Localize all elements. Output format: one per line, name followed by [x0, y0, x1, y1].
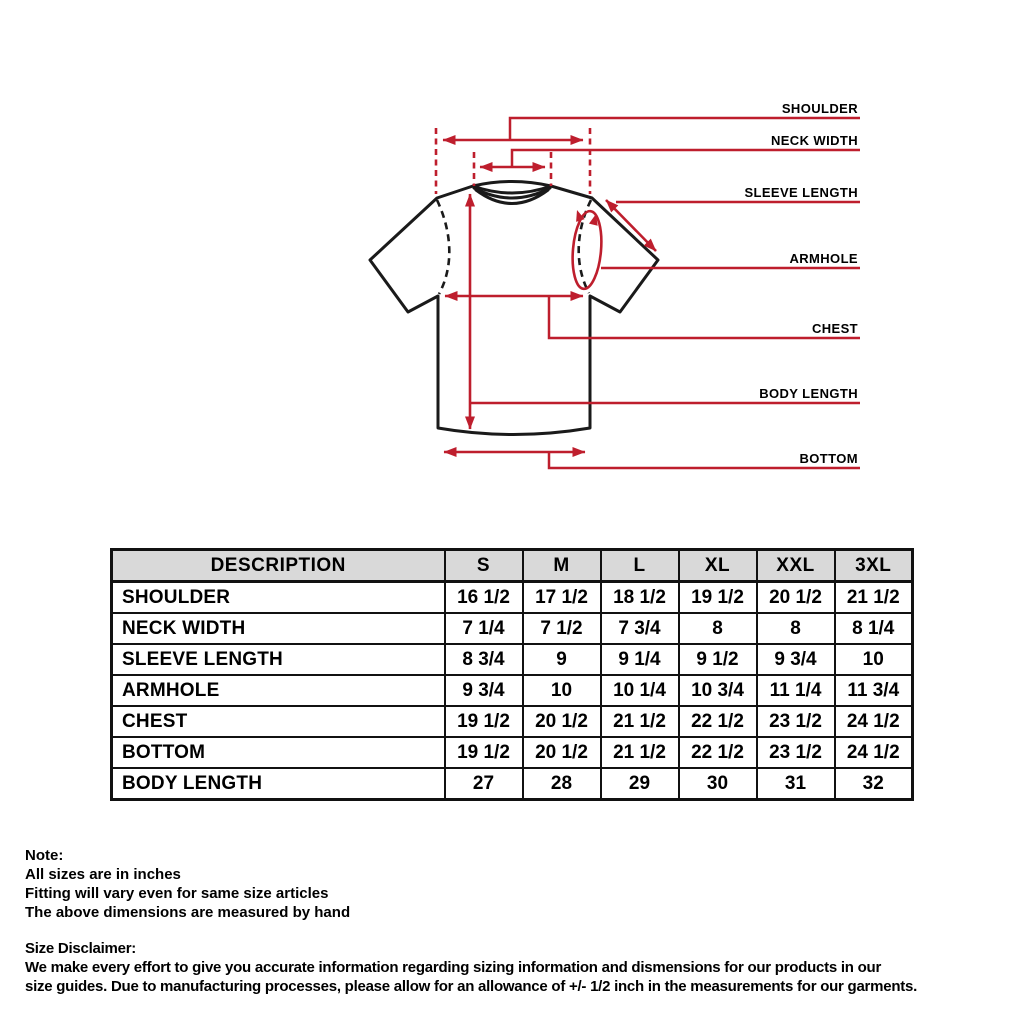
value-cell: 10 3/4: [679, 675, 757, 706]
disclaimer-line: We make every effort to give you accurate information regarding sizing information and dismensions for our products in our: [25, 959, 882, 976]
value-cell: 7 1/2: [523, 613, 601, 644]
armhole-label: ARMHOLE: [789, 251, 858, 266]
shoulder-label: SHOULDER: [781, 101, 858, 116]
header-size-l: L: [601, 550, 679, 582]
value-cell: 22 1/2: [679, 737, 757, 768]
neck-width-label: NECK WIDTH: [770, 133, 858, 148]
table-header-row: [112, 550, 913, 582]
value-cell: 28: [523, 768, 601, 800]
size-chart-table: [110, 548, 914, 801]
row-label: BODY LENGTH: [112, 768, 445, 800]
value-cell: 23 1/2: [757, 706, 835, 737]
chest-label: CHEST: [811, 321, 858, 336]
value-cell: 23 1/2: [757, 737, 835, 768]
value-cell: 17 1/2: [523, 582, 601, 614]
table-row: [112, 768, 913, 800]
value-cell: 21 1/2: [601, 737, 679, 768]
note-line: Fitting will vary even for same size articles: [25, 885, 329, 902]
value-cell: 9: [523, 644, 601, 675]
header-size-xxl: XXL: [757, 550, 835, 582]
value-cell: 24 1/2: [835, 706, 913, 737]
table-row: [112, 675, 913, 706]
value-cell: 20 1/2: [757, 582, 835, 614]
disclaimer-title: Size Disclaimer:: [25, 940, 137, 957]
value-cell: 22 1/2: [679, 706, 757, 737]
value-cell: 20 1/2: [523, 737, 601, 768]
sleeve-length-label: SLEEVE LENGTH: [744, 185, 858, 200]
value-cell: 19 1/2: [445, 737, 523, 768]
tshirt-outline: [370, 182, 658, 435]
value-cell: 9 3/4: [757, 644, 835, 675]
value-cell: 21 1/2: [601, 706, 679, 737]
row-label: CHEST: [112, 706, 445, 737]
value-cell: 30: [679, 768, 757, 800]
value-cell: 31: [757, 768, 835, 800]
table-row: [112, 706, 913, 737]
row-label: BOTTOM: [112, 737, 445, 768]
disclaimer-line: size guides. Due to manufacturing processes, please allow for an allowance of +/- 1/2 inch in the measurements for our garments.: [25, 978, 917, 995]
body-length-label: BODY LENGTH: [759, 386, 858, 401]
disclaimer-section: [25, 939, 917, 996]
row-label: SLEEVE LENGTH: [112, 644, 445, 675]
value-cell: 32: [835, 768, 913, 800]
value-cell: 11 3/4: [835, 675, 913, 706]
table-row: [112, 737, 913, 768]
row-label: ARMHOLE: [112, 675, 445, 706]
value-cell: 10: [835, 644, 913, 675]
header-size-xl: XL: [679, 550, 757, 582]
value-cell: 21 1/2: [835, 582, 913, 614]
notes-title: Note:: [25, 847, 64, 864]
row-label: SHOULDER: [112, 582, 445, 614]
table-row: [112, 613, 913, 644]
value-cell: 24 1/2: [835, 737, 913, 768]
row-label: NECK WIDTH: [112, 613, 445, 644]
table-row: [112, 582, 913, 614]
table-row: [112, 644, 913, 675]
note-line: The above dimensions are measured by hand: [25, 904, 351, 921]
value-cell: 9 3/4: [445, 675, 523, 706]
value-cell: 8 1/4: [835, 613, 913, 644]
value-cell: 9 1/4: [601, 644, 679, 675]
value-cell: 20 1/2: [523, 706, 601, 737]
value-cell: 10 1/4: [601, 675, 679, 706]
value-cell: 19 1/2: [679, 582, 757, 614]
header-size-m: M: [523, 550, 601, 582]
value-cell: 27: [445, 768, 523, 800]
header-size-s: S: [445, 550, 523, 582]
value-cell: 9 1/2: [679, 644, 757, 675]
value-cell: 7 3/4: [601, 613, 679, 644]
value-cell: 8: [679, 613, 757, 644]
value-cell: 16 1/2: [445, 582, 523, 614]
value-cell: 8: [757, 613, 835, 644]
notes-section: [25, 846, 350, 922]
header-description: DESCRIPTION: [112, 550, 445, 582]
value-cell: 7 1/4: [445, 613, 523, 644]
value-cell: 18 1/2: [601, 582, 679, 614]
value-cell: 29: [601, 768, 679, 800]
bottom-label: BOTTOM: [799, 451, 858, 466]
value-cell: 11 1/4: [757, 675, 835, 706]
header-size-3xl: 3XL: [835, 550, 913, 582]
value-cell: 19 1/2: [445, 706, 523, 737]
value-cell: 10: [523, 675, 601, 706]
note-line: All sizes are in inches: [25, 866, 181, 883]
value-cell: 8 3/4: [445, 644, 523, 675]
